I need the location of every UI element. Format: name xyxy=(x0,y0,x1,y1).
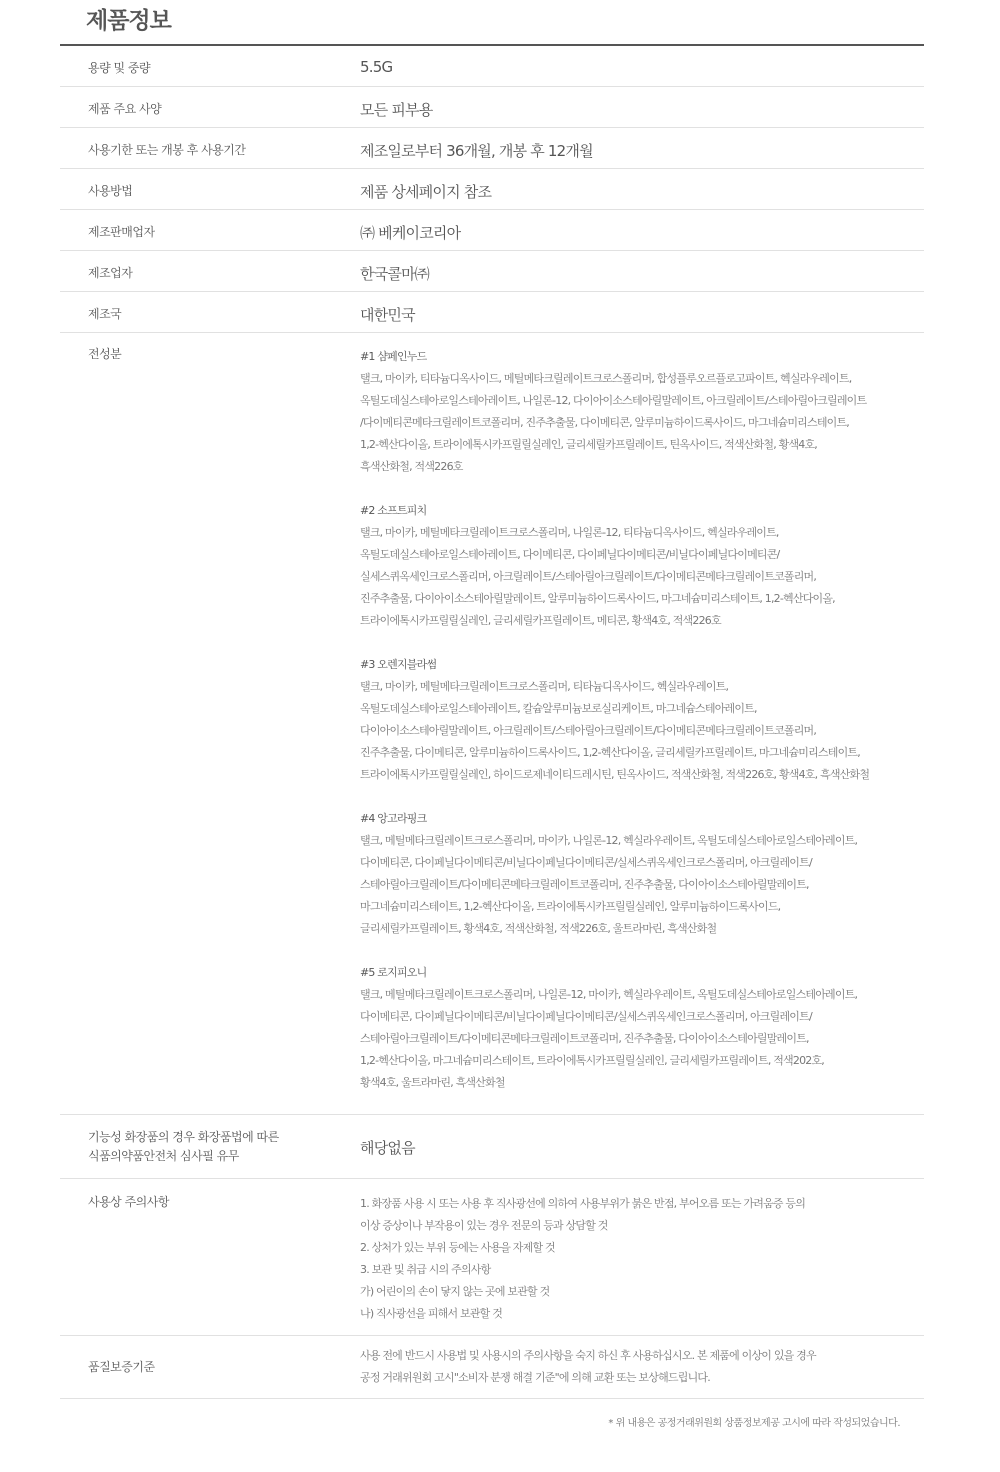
row-value: 제조일로부터 36개월, 개봉 후 12개월 xyxy=(360,142,593,160)
row-label xyxy=(88,1128,279,1166)
row-label: 제조업자 xyxy=(88,266,133,280)
row-distributor xyxy=(60,210,924,251)
ingredient-line: 흑색산화철, 적색226호 xyxy=(360,460,463,473)
row-value: ㈜ 베케이코리아 xyxy=(360,224,461,242)
row-quality xyxy=(60,1336,924,1399)
row-label-line: 식품의약품안전처 심사필 유무 xyxy=(88,1149,239,1163)
ingredients-list xyxy=(360,346,928,1116)
row-manufacturer xyxy=(60,251,924,292)
row-value: 제품 상세페이지 참조 xyxy=(360,183,492,201)
row-spec xyxy=(60,87,924,128)
shade-ingredients-1 xyxy=(360,346,928,478)
row-caution xyxy=(60,1179,924,1336)
caution-line: 3. 보관 및 취급 시의 주의사항 xyxy=(360,1263,491,1276)
ingredient-line: 옥틸도데실스테아로일스테아레이트, 나일론-12, 다이아이소스테아릴말레이트, 아크릴레이트/스테아릴아크릴레이트 xyxy=(360,394,867,407)
row-value: 5.5G xyxy=(360,58,393,76)
row-country xyxy=(60,292,924,333)
quality-line: 사용 전에 반드시 사용법 및 사용시의 주의사항을 숙지 하신 후 사용하십시오. 본 제품에 이상이 있을 경우 xyxy=(360,1349,816,1362)
row-expiry xyxy=(60,128,924,169)
caution-line: 이상 증상이나 부작용이 있는 경우 전문의 등과 상담할 것 xyxy=(360,1219,608,1232)
ingredient-line: 탤크, 마이카, 메틸메타크릴레이트크로스폴리머, 나일론-12, 티타늄디옥사이드, 헥실라우레이트, xyxy=(360,526,779,539)
ingredient-line: 1,2-헥산다이올, 트라이에톡시카프릴릴실레인, 글리세릴카프릴레이트, 틴옥사이드, 적색산화철, 황색4호, xyxy=(360,438,817,451)
row-label: 제품 주요 사양 xyxy=(88,102,162,116)
ingredient-line: 진주추출물, 다이메티콘, 알루미늄하이드록사이드, 1,2-헥산다이올, 글리세릴카프릴레이트, 마그네슘미리스테이트, xyxy=(360,746,860,759)
ingredient-line: /다이메티콘메타크릴레이트코폴리머, 진주추출물, 다이메티콘, 알루미늄하이드록사이드, 마그네슘미리스테이트, xyxy=(360,416,849,429)
row-functional-review xyxy=(60,1115,924,1179)
caution-list xyxy=(360,1193,928,1325)
ingredient-line: 스테아릴아크릴레이트/다이메티콘메타크릴레이트코폴리머, 진주추출물, 다이아이소스테아릴말레이트, xyxy=(360,878,809,891)
row-value: 대한민국 xyxy=(360,306,415,324)
row-label: 전성분 xyxy=(88,347,122,361)
row-label: 용량 및 중량 xyxy=(88,61,151,75)
caution-line: 1. 화장품 사용 시 또는 사용 후 직사광선에 의하여 사용부위가 붉은 반점, 부어오름 또는 가려움증 등의 xyxy=(360,1197,806,1210)
ingredient-line: 트라이에톡시카프릴릴실레인, 하이드로제네이티드레시틴, 틴옥사이드, 적색산화철, 적색226호, 황색4호, 흑색산화철 xyxy=(360,768,870,781)
row-label: 제조판매업자 xyxy=(88,225,155,239)
row-label: 사용기한 또는 개봉 후 사용기간 xyxy=(88,143,246,157)
ingredient-line: 스테아릴아크릴레이트/다이메티콘메타크릴레이트코폴리머, 진주추출물, 다이아이소스테아릴말레이트, xyxy=(360,1032,809,1045)
footnote: * 위 내용은 공정거래위원회 상품정보제공 고시에 따라 작성되었습니다. xyxy=(608,1418,900,1429)
row-label: 사용방법 xyxy=(88,184,133,198)
ingredient-line: 마그네슘미리스테이트, 1,2-헥산다이올, 트라이에톡시카프릴릴실레인, 알루미늄하이드록사이드, xyxy=(360,900,781,913)
row-value: 한국콜마㈜ xyxy=(360,265,429,283)
ingredient-line: 옥틸도데실스테아로일스테아레이트, 다이메티콘, 다이페닐다이메티콘/비닐다이페닐다이메티콘/ xyxy=(360,548,780,561)
page-title: 제품정보 xyxy=(86,8,171,34)
ingredient-line: 글리세릴카프릴레이트, 황색4호, 적색산화철, 적색226호, 울트라마린, 흑색산화철 xyxy=(360,922,717,935)
row-value: 모든 피부용 xyxy=(360,101,433,119)
shade-title: #5 로지피오니 xyxy=(360,966,427,979)
quality-text xyxy=(360,1345,928,1389)
shade-ingredients-2 xyxy=(360,500,928,632)
ingredient-line: 실세스퀴옥세인크로스폴리머, 아크릴레이트/스테아릴아크릴레이트/다이메티콘메타크릴레이트코폴리머, xyxy=(360,570,817,583)
quality-line: 공정 거래위원회 고시"소비자 분쟁 해결 기준"에 의해 교환 또는 보상해드립니다. xyxy=(360,1371,710,1384)
ingredient-line: 다이아이소스테아릴말레이트, 아크릴레이트/스테아릴아크릴레이트/다이메티콘메타크릴레이트코폴리머, xyxy=(360,724,817,737)
row-label: 품질보증기준 xyxy=(88,1360,155,1374)
ingredient-line: 트라이에톡시카프릴릴실레인, 글리세릴카프릴레이트, 메티콘, 황색4호, 적색226호 xyxy=(360,614,721,627)
caution-line: 가) 어린이의 손이 닿지 않는 곳에 보관할 것 xyxy=(360,1285,550,1298)
ingredient-line: 탤크, 마이카, 티타늄디옥사이드, 메틸메타크릴레이트크로스폴리머, 합성플루오르플로고파이트, 헥실라우레이트, xyxy=(360,372,852,385)
product-info-table xyxy=(60,46,924,1399)
shade-ingredients-4 xyxy=(360,808,928,940)
row-label-line: 기능성 화장품의 경우 화장품법에 따른 xyxy=(88,1130,279,1144)
ingredient-line: 황색4호, 울트라마린, 흑색산화철 xyxy=(360,1076,505,1089)
ingredient-line: 탤크, 마이카, 메틸메타크릴레이트크로스폴리머, 티타늄디옥사이드, 헥실라우레이트, xyxy=(360,680,729,693)
row-label: 제조국 xyxy=(88,307,122,321)
row-capacity xyxy=(60,46,924,87)
ingredient-line: 1,2-헥산다이올, 마그네슘미리스테이트, 트라이에톡시카프릴릴실레인, 글리세릴카프릴레이트, 적색202호, xyxy=(360,1054,824,1067)
shade-ingredients-5 xyxy=(360,962,928,1094)
caution-line: 나) 직사광선을 피해서 보관할 것 xyxy=(360,1307,503,1320)
shade-ingredients-3 xyxy=(360,654,928,786)
row-usage xyxy=(60,169,924,210)
caution-line: 2. 상처가 있는 부위 등에는 사용을 자제할 것 xyxy=(360,1241,555,1254)
ingredient-line: 다이메티콘, 다이페닐다이메티콘/비닐다이페닐다이메티콘/실세스퀴옥세인크로스폴리머, 아크릴레이트/ xyxy=(360,1010,812,1023)
shade-title: #4 앙고라핑크 xyxy=(360,812,427,825)
shade-title: #1 샴페인누드 xyxy=(360,350,427,363)
row-label: 사용상 주의사항 xyxy=(88,1195,169,1209)
shade-title: #3 오렌지블라썸 xyxy=(360,658,437,671)
ingredient-line: 다이메티콘, 다이페닐다이메티콘/비닐다이페닐다이메티콘/실세스퀴옥세인크로스폴리머, 아크릴레이트/ xyxy=(360,856,812,869)
ingredient-line: 옥틸도데실스테아로일스테아레이트, 칼슘알루미늄보로실리케이트, 마그네슘스테아레이트, xyxy=(360,702,757,715)
row-value: 해당없음 xyxy=(360,1139,415,1157)
shade-title: #2 소프트피치 xyxy=(360,504,427,517)
ingredient-line: 탤크, 메틸메타크릴레이트크로스폴리머, 나일론-12, 마이카, 헥실라우레이트, 옥틸도데실스테아로일스테아레이트, xyxy=(360,988,858,1001)
row-ingredients xyxy=(60,333,924,1115)
ingredient-line: 탤크, 메틸메타크릴레이트크로스폴리머, 마이카, 나일론-12, 헥실라우레이트, 옥틸도데실스테아로일스테아레이트, xyxy=(360,834,858,847)
ingredient-line: 진주추출물, 다이아이소스테아릴말레이트, 알루미늄하이드록사이드, 마그네슘미리스테이트, 1,2-헥산다이올, xyxy=(360,592,835,605)
